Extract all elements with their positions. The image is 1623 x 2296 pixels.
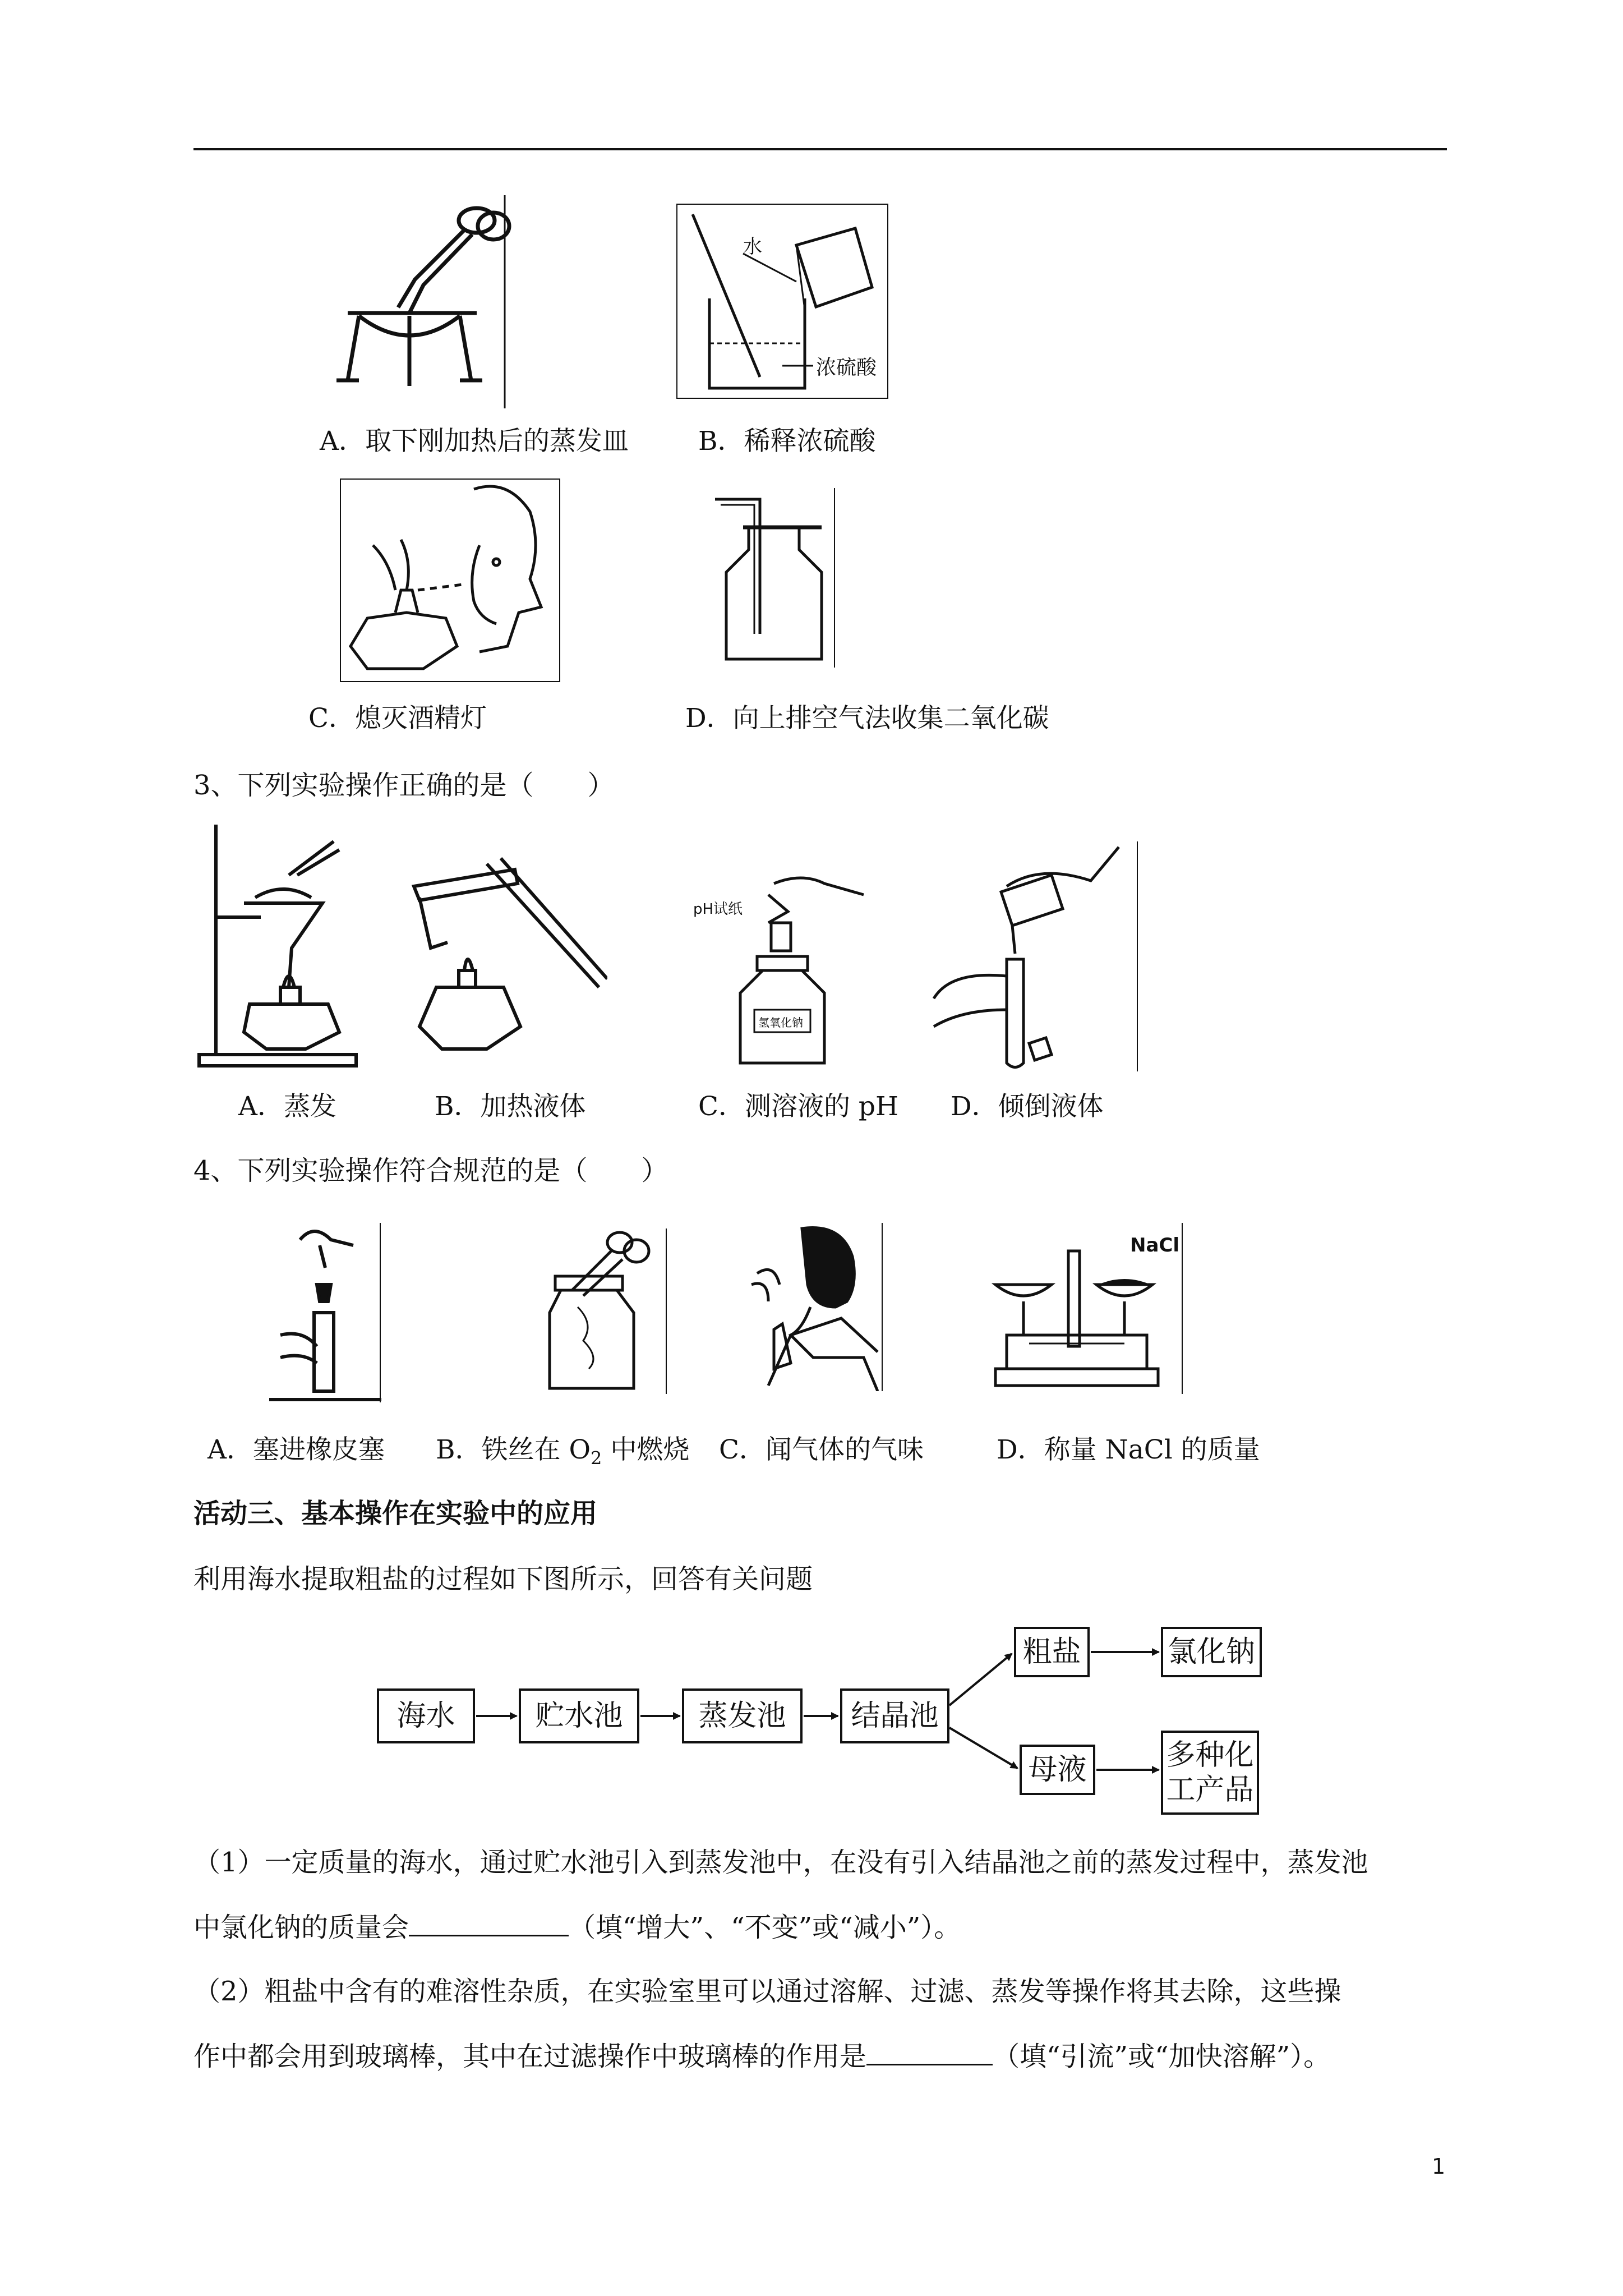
question-1-line1: （1）一定质量的海水，通过贮水池引入到蒸发池中，在没有引入结晶池之前的蒸发过程中，蒸发池 [193, 1847, 1368, 1878]
question-2-line2-post: （填“引流”或“加快溶解”）。 [993, 2041, 1331, 2072]
q2-option-b-label: B．稀释浓硫酸 [698, 426, 876, 457]
q3-option-c-label: C．测溶液的 pH [698, 1091, 898, 1122]
flow-box-crystallization-pond: 结晶池 [840, 1688, 949, 1743]
answer-blank-1[interactable] [409, 1910, 569, 1936]
q3-stem: 3、下列实验操作正确的是（ ） [193, 770, 615, 801]
q2-option-a-label: A．取下刚加热后的蒸发皿 [320, 426, 629, 457]
q3-option-a-label: A．蒸发 [238, 1091, 336, 1122]
answer-blank-2[interactable] [866, 2039, 993, 2065]
flow-box-evaporation-pond: 蒸发池 [682, 1688, 803, 1743]
question-2-line2-pre: 作中都会用到玻璃棒，其中在过滤操作中玻璃棒的作用是 [193, 2041, 867, 2072]
q3-option-d-label: D．倾倒液体 [951, 1091, 1104, 1122]
flow-chemicals-line1: 多种化 [1166, 1738, 1254, 1772]
q4-option-c-label: C．闻气体的气味 [719, 1434, 924, 1465]
q3-option-b-label: B．加热液体 [435, 1091, 586, 1122]
q4-option-b-label-pre: B．铁丝在 O [436, 1434, 591, 1465]
q4-option-a-label: A．塞进橡皮塞 [208, 1434, 385, 1465]
flow-box-crude-salt: 粗盐 [1014, 1627, 1090, 1677]
question-1-line2 [193, 1910, 961, 1944]
section-intro: 利用海水提取粗盐的过程如下图所示，回答有关问题 [193, 1563, 813, 1595]
q4-stem: 4、下列实验操作符合规范的是（ ） [193, 1155, 668, 1186]
flow-box-sodium-chloride: 氯化钠 [1161, 1627, 1262, 1677]
question-1-line2-pre: 中氯化钠的质量会 [193, 1912, 409, 1943]
section-title: 活动三、基本操作在实验中的应用 [193, 1498, 598, 1529]
q4-option-d-label: D．称量 NaCl 的质量 [997, 1434, 1260, 1465]
flow-chemicals-line2: 工产品 [1166, 1773, 1254, 1807]
figure-label-ph-paper: pH试纸 [693, 901, 743, 918]
flow-box-mother-liquor: 母液 [1020, 1745, 1095, 1795]
question-2-line2 [193, 2039, 1330, 2073]
q4-option-b-label-post: 中燃烧 [602, 1434, 690, 1465]
flow-box-seawater: 海水 [377, 1688, 475, 1743]
figure-label-water: 水 [743, 236, 762, 258]
figure-label-sodium-hydroxide: 氢氧化钠 [758, 1016, 803, 1029]
figure-label-nacl: NaCl [1130, 1234, 1180, 1257]
question-1-line2-post: （填“增大”、“不变”或“减小”）。 [569, 1912, 961, 1943]
q2-option-d-label: D．向上排空气法收集二氧化碳 [685, 703, 1049, 734]
flow-box-reservoir: 贮水池 [519, 1688, 639, 1743]
figure-label-conc-sulfuric-acid: 浓硫酸 [816, 356, 877, 379]
q2-option-c-label: C．熄灭酒精灯 [308, 703, 487, 734]
q4-option-b-subscript: 2 [591, 1447, 602, 1469]
page-number: 1 [1432, 2154, 1446, 2179]
question-2-line1: （2）粗盐中含有的难溶性杂质，在实验室里可以通过溶解、过滤、蒸发等操作将其去除，这些操 [193, 1976, 1341, 2007]
